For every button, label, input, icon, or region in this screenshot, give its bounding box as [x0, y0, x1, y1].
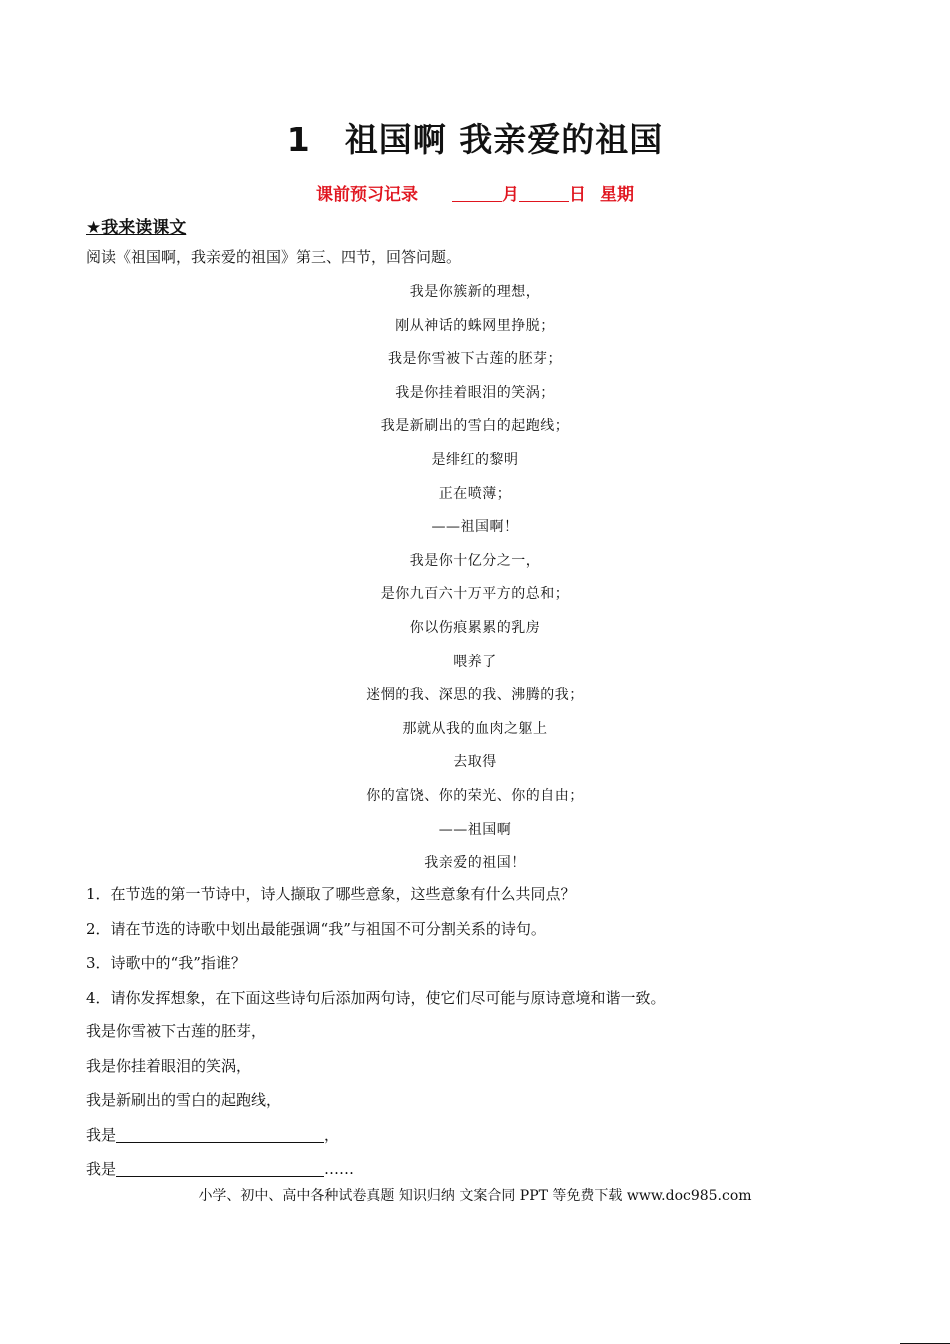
fill-in-section — [86, 1018, 354, 1191]
poem-line: 我是你簇新的理想， — [409, 284, 541, 300]
poem-excerpt — [0, 278, 950, 883]
blank-prefix: 我是 — [86, 1160, 117, 1178]
poem-line: ——祖国啊！ — [431, 519, 519, 536]
question-item: 4．请你发挥想象，在下面这些诗句后添加两句诗，使它们尽可能与原诗意境和谐一致。 — [86, 988, 666, 1007]
poem-line: ——祖国啊 — [438, 821, 512, 838]
lesson-number: 1 — [286, 120, 311, 159]
preview-record-line — [0, 180, 950, 205]
blank-suffix: ， — [324, 1125, 340, 1144]
poem-line: 刚从神话的蛛网里挣脱； — [395, 317, 555, 334]
footer-note: 小学、初中、高中各种试卷真题 知识归纳 文案合同 PPT 等免费下载 www.doc985.com — [198, 1188, 752, 1204]
question-item: 1．在节选的第一节诗中，诗人撷取了哪些意象，这些意象有什么共同点？ — [86, 885, 576, 903]
poem-line: 我亲爱的祖国！ — [424, 855, 526, 872]
poem-line: 是绯红的黎明 — [431, 451, 519, 468]
day-blank[interactable] — [519, 185, 569, 202]
record-label: 课前预习记录 — [316, 185, 418, 205]
intro-text: 阅读《祖国啊，我亲爱的祖国》第三、四节，回答问题。 — [86, 248, 462, 266]
blank-prefix: 我是 — [86, 1125, 117, 1144]
given-line: 我是你挂着眼泪的笑涡， — [86, 1056, 252, 1075]
question-item: 2．请在节选的诗歌中划出最能强调“我”与祖国不可分割关系的诗句。 — [86, 919, 546, 938]
day-label: 日 — [569, 185, 586, 205]
section-heading: ★我来读课文 — [86, 218, 187, 238]
lesson-title: 祖国啊 我亲爱的祖国 — [344, 120, 664, 159]
weekday-label: 星期 — [600, 185, 634, 205]
poem-line: 迷惘的我、深思的我、沸腾的我； — [366, 687, 584, 704]
month-blank[interactable] — [452, 185, 502, 202]
poem-line: 我是你挂着眼泪的笑涡； — [395, 384, 555, 401]
poem-line: 我是你十亿分之一， — [409, 552, 541, 569]
poem-line: 喂养了 — [453, 653, 497, 670]
given-line: 我是你雪被下古莲的胚芽， — [86, 1022, 267, 1040]
poem-line: 去取得 — [453, 754, 497, 771]
page-title — [0, 114, 950, 161]
poem-line: 你的富饶、你的荣光、你的自由； — [366, 787, 584, 804]
poem-line: 是你九百六十万平方的总和； — [380, 586, 570, 603]
answer-blank[interactable] — [116, 1124, 324, 1143]
given-line: 我是新刷出的雪白的起跑线， — [86, 1091, 282, 1109]
month-label: 月 — [502, 185, 519, 205]
poem-line: 那就从我的血肉之躯上 — [402, 720, 548, 737]
poem-line: 我是新刷出的雪白的起跑线； — [380, 418, 570, 435]
poem-line: 我是你雪被下古莲的胚芽； — [388, 351, 562, 368]
poem-line: 你以伤痕累累的乳房 — [409, 619, 541, 636]
poem-line: 正在喷薄； — [438, 485, 512, 502]
question-list — [86, 881, 666, 1019]
question-item: 3．诗歌中的“我”指谁？ — [86, 954, 246, 972]
blank-line — [86, 1122, 354, 1157]
blank-suffix: …… — [324, 1160, 355, 1178]
answer-blank[interactable] — [116, 1158, 324, 1177]
